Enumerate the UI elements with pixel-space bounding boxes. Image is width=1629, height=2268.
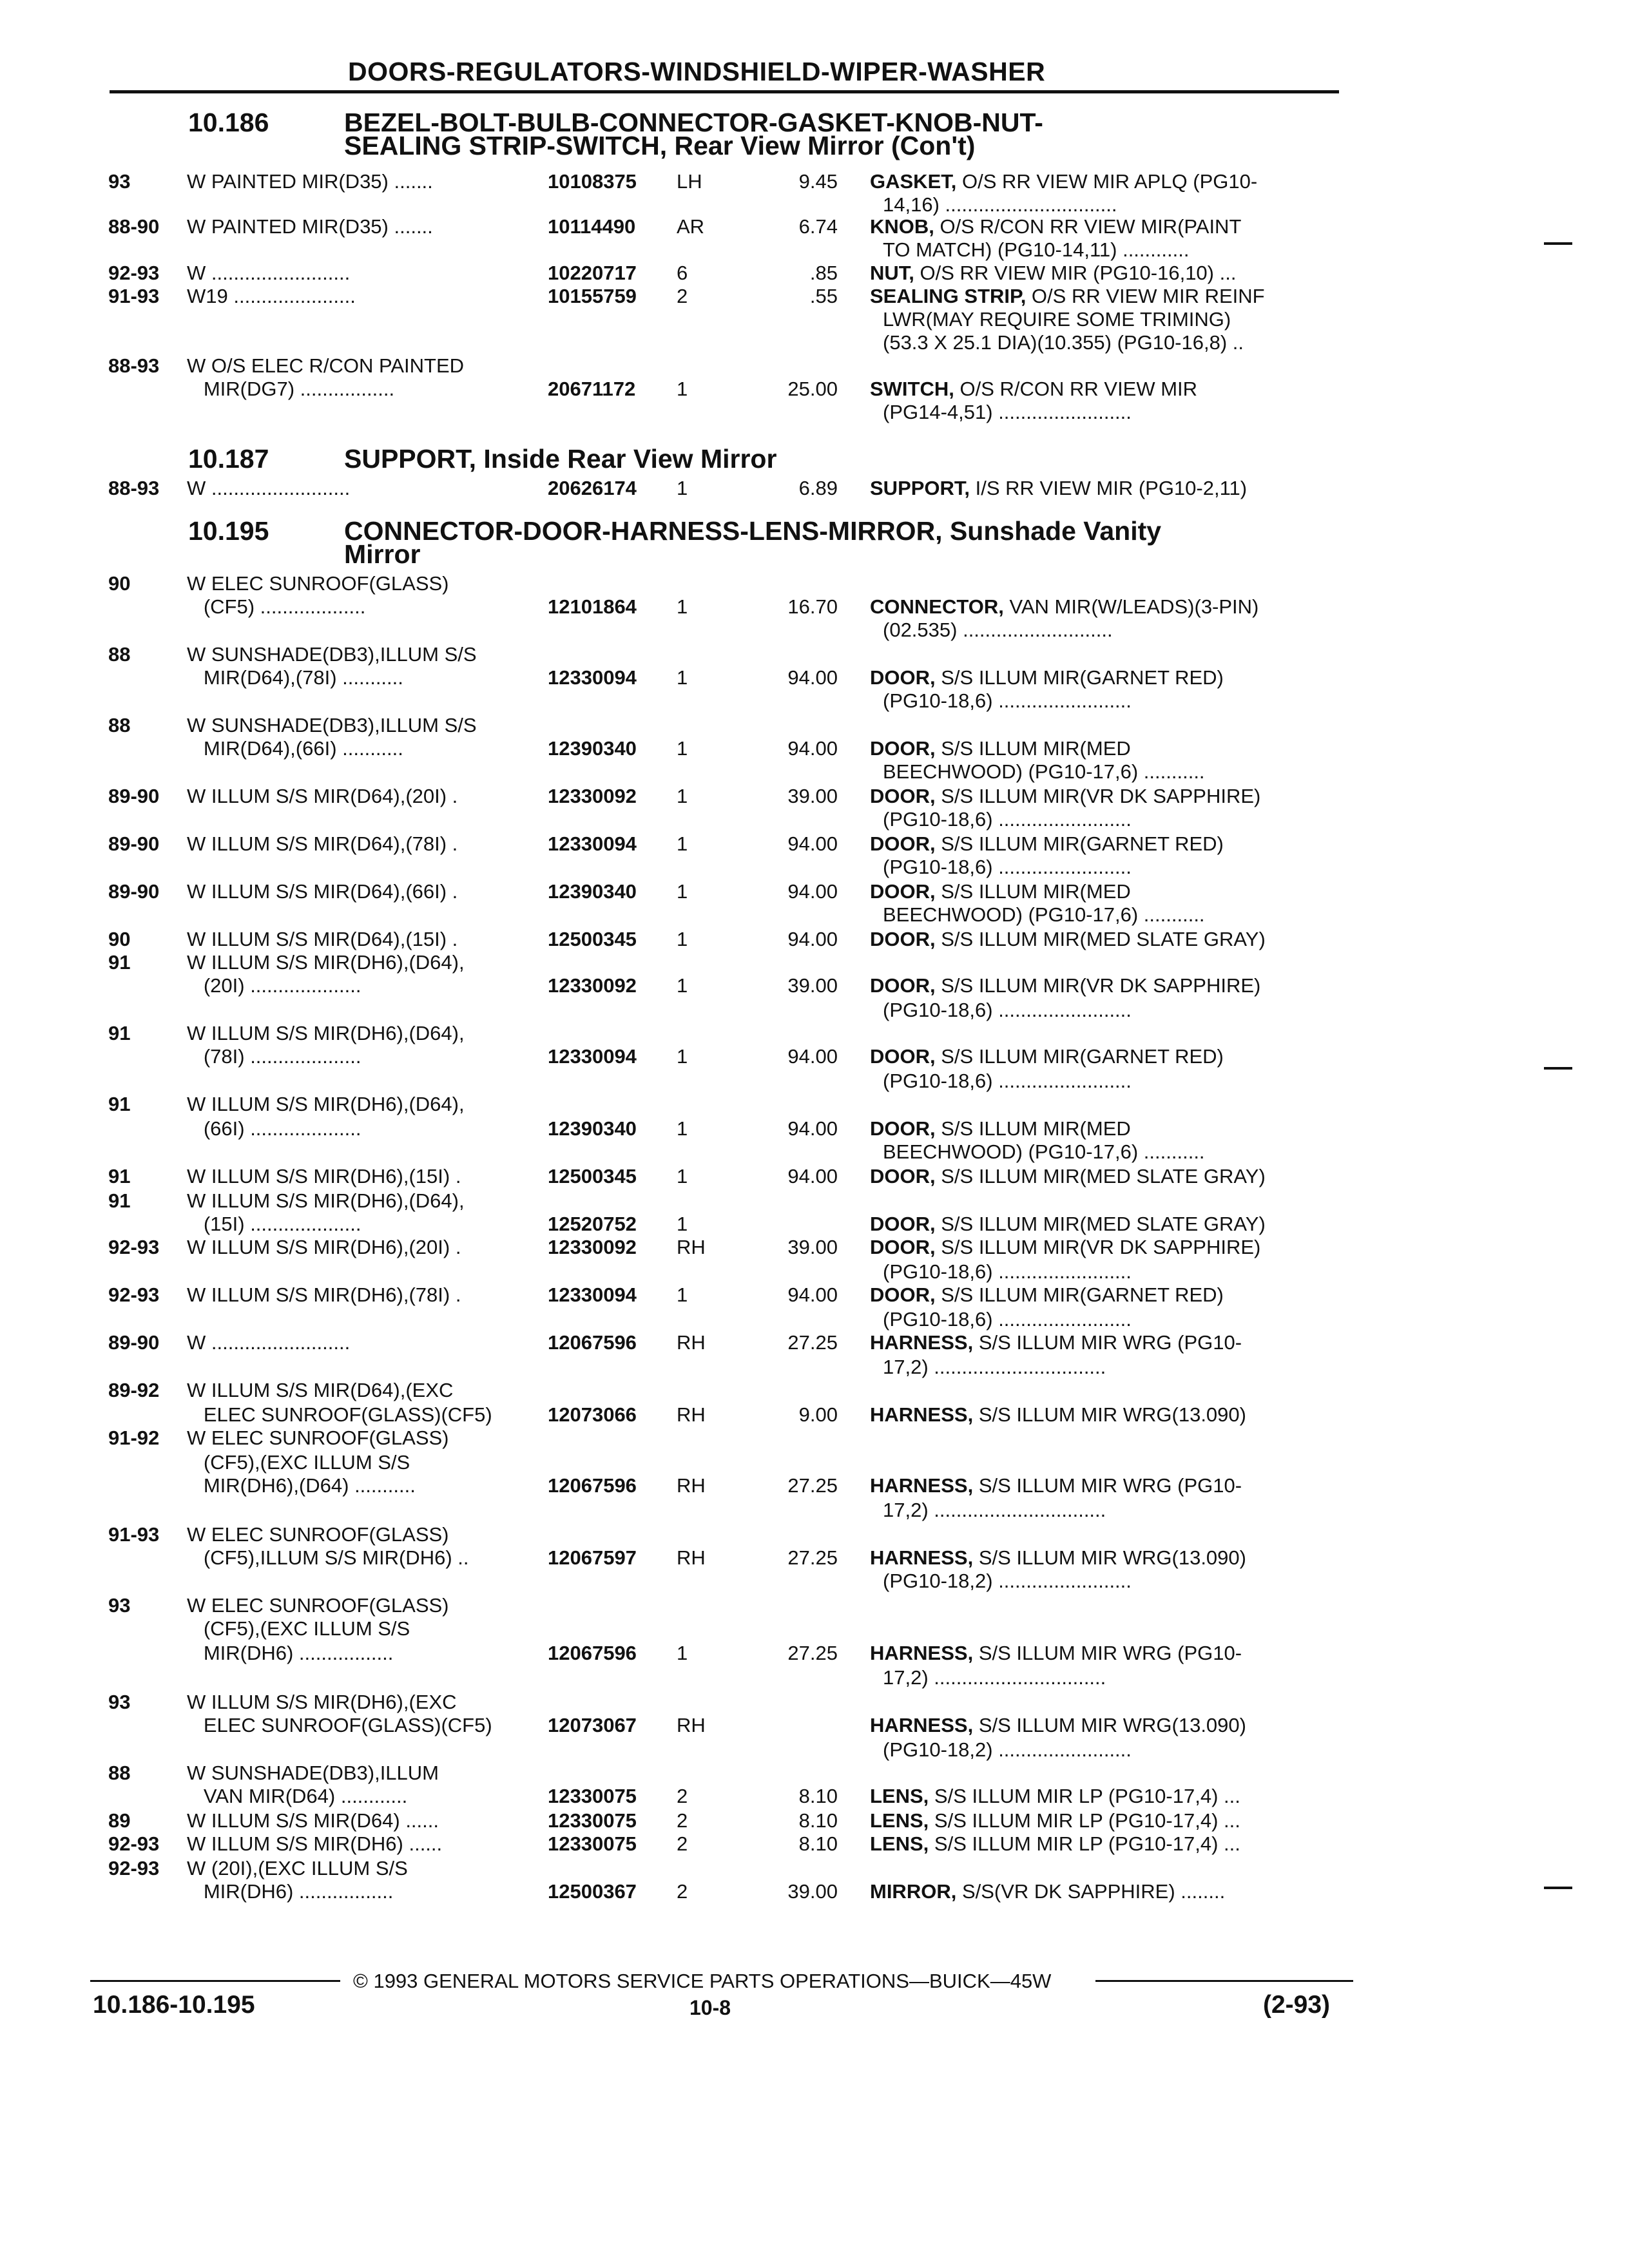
part-name-keyword: DOOR, [870,737,936,760]
model-years: 89 [108,1809,131,1832]
usage-description: W (20I),(EXC ILLUM S/S [187,1857,408,1879]
part-number: 12067596 [548,1474,637,1497]
model-years: 89-90 [108,1331,160,1354]
usage-description: W ILLUM S/S MIR(DH6),(20I) . [187,1236,461,1258]
usage-description: MIR(D64),(66I) ........... [187,737,403,760]
model-years: 93 [108,1691,131,1713]
quantity: RH [677,1236,706,1258]
part-name-keyword: DOOR, [870,1236,936,1258]
quantity: RH [677,1714,706,1736]
part-name [870,1236,1260,1259]
margin-mark [1544,1887,1572,1889]
part-name [870,170,1257,193]
part-number: 12067596 [548,1642,637,1664]
part-name-keyword: SWITCH, [870,378,954,400]
part-name-keyword: HARNESS, [870,1714,974,1736]
model-years: 92-93 [108,262,160,284]
model-years: 91 [108,1022,131,1044]
part-name-detail: S/S ILLUM MIR(VR DK SAPPHIRE) [935,785,1261,807]
section-number: 10.187 [188,444,269,474]
model-years: 91 [108,1165,131,1187]
part-name-keyword: LENS, [870,1832,929,1855]
part-name-keyword: NUT, [870,262,914,284]
part-number: 12330094 [548,666,637,689]
part-name-detail: VAN MIR(W/LEADS)(3-PIN) [1003,595,1259,618]
page-title: DOORS-REGULATORS-WINDSHIELD-WIPER-WASHER [348,57,1046,86]
part-name-detail: S/S ILLUM MIR(GARNET RED) [935,1045,1224,1068]
part-name [870,1331,1242,1354]
usage-description: W ......................... [187,262,351,284]
part-name-continuation: BEECHWOOD) (PG10-17,6) ........... [883,760,1205,783]
usage-description: W PAINTED MIR(D35) ....... [187,170,433,193]
quantity: 1 [677,880,688,903]
model-years: 88 [108,1762,131,1784]
part-name-continuation: (PG10-18,2) ........................ [883,1738,1132,1761]
model-years: 90 [108,928,131,950]
part-name-detail: S/S ILLUM MIR LP (PG10-17,4) ... [929,1832,1240,1855]
part-name-detail: S/S ILLUM MIR(MED [935,1117,1131,1140]
price: 27.25 [787,1474,838,1497]
quantity: 6 [677,262,688,284]
part-name-keyword: DOOR, [870,666,936,689]
part-number: 12330094 [548,832,637,855]
usage-description: W SUNSHADE(DB3),ILLUM S/S [187,643,477,666]
part-name [870,1117,1131,1140]
part-name-detail: S/S ILLUM MIR(GARNET RED) [935,666,1224,689]
price: 39.00 [787,974,838,997]
part-name [870,1283,1224,1307]
usage-description: W ILLUM S/S MIR(D64),(15I) . [187,928,458,950]
part-name-detail: O/S R/CON RR VIEW MIR [954,378,1198,400]
model-years: 89-90 [108,880,160,903]
part-name-continuation: (PG10-18,6) ........................ [883,689,1132,712]
part-name-keyword: DOOR, [870,928,936,950]
section-title [344,516,1324,569]
usage-description: MIR(DH6) ................. [187,1880,394,1903]
usage-description: (CF5),(EXC ILLUM S/S [187,1451,410,1474]
part-name [870,785,1260,808]
part-name [870,1546,1246,1570]
part-name-continuation: BEECHWOOD) (PG10-17,6) ........... [883,903,1205,926]
part-name [870,928,1266,951]
quantity: 2 [677,285,688,307]
part-name-detail: I/S RR VIEW MIR (PG10-2,11) [970,477,1248,499]
date-code: (2-93) [1263,1991,1331,2019]
part-name-detail: O/S RR VIEW MIR REINF [1026,285,1265,307]
section-title [344,444,1324,474]
quantity: 1 [677,595,688,618]
footer-rule [90,1980,340,1982]
quantity: 1 [677,666,688,689]
quantity: LH [677,170,702,193]
part-number: 10220717 [548,262,637,284]
usage-description: (CF5),ILLUM S/S MIR(DH6) .. [187,1546,469,1569]
part-number: 10155759 [548,285,637,307]
part-name-keyword: HARNESS, [870,1403,974,1426]
part-number: 12390340 [548,880,637,903]
usage-description: W ELEC SUNROOF(GLASS) [187,1427,449,1449]
quantity: 1 [677,378,688,400]
copyright-notice: © 1993 GENERAL MOTORS SERVICE PARTS OPERATIONS—BUICK—45W [353,1970,1052,1992]
usage-description: (CF5) ................... [187,595,366,618]
section-title-line: Mirror [344,539,421,569]
part-name [870,1785,1240,1808]
usage-description: W ELEC SUNROOF(GLASS) [187,1594,449,1617]
price: 27.25 [787,1546,838,1569]
part-number: 12390340 [548,737,637,760]
margin-mark [1544,242,1572,245]
usage-description: W ILLUM S/S MIR(D64) ...... [187,1809,439,1832]
model-years: 92-93 [108,1857,160,1879]
part-name-detail: S/S ILLUM MIR(MED [935,880,1131,903]
part-name-keyword: HARNESS, [870,1546,974,1569]
quantity: 2 [677,1785,688,1807]
part-name-detail: S/S ILLUM MIR(MED SLATE GRAY) [935,928,1266,950]
part-name-detail: S/S ILLUM MIR WRG(13.090) [973,1714,1246,1736]
usage-description: W SUNSHADE(DB3),ILLUM S/S [187,714,477,736]
part-number: 12330092 [548,974,637,997]
part-name [870,477,1247,500]
quantity: 1 [677,1165,688,1187]
part-name [870,595,1258,619]
usage-description: W O/S ELEC R/CON PAINTED [187,354,465,377]
part-name [870,666,1224,689]
price: 8.10 [798,1785,838,1807]
part-name-continuation: (PG10-18,6) ........................ [883,1070,1132,1092]
usage-description: W ILLUM S/S MIR(DH6),(EXC [187,1691,457,1713]
usage-description: (20I) .................... [187,974,361,997]
usage-description: (15I) .................... [187,1213,361,1235]
part-name [870,1045,1224,1068]
part-name-keyword: DOOR, [870,832,936,855]
part-name [870,832,1224,856]
model-years: 88-90 [108,215,160,238]
part-number: 12390340 [548,1117,637,1140]
section-number: 10.195 [188,516,269,546]
quantity: 1 [677,928,688,950]
part-name-detail: S/S ILLUM MIR(VR DK SAPPHIRE) [935,1236,1261,1258]
quantity: 1 [677,1117,688,1140]
usage-description: W ILLUM S/S MIR(DH6),(D64), [187,1022,465,1044]
part-name [870,974,1260,997]
part-name-detail: S/S ILLUM MIR LP (PG10-17,4) ... [929,1785,1240,1807]
part-number: 20671172 [548,378,636,400]
quantity: RH [677,1403,706,1426]
model-years: 90 [108,572,131,595]
quantity: 1 [677,832,688,855]
usage-description: W ILLUM S/S MIR(DH6) ...... [187,1832,443,1855]
part-name-keyword: LENS, [870,1785,929,1807]
usage-description: W ILLUM S/S MIR(DH6),(D64), [187,951,465,974]
part-name [870,1809,1240,1832]
part-name-detail: S/S ILLUM MIR WRG (PG10- [973,1331,1242,1354]
price: 94.00 [787,928,838,950]
usage-description: ELEC SUNROOF(GLASS)(CF5) [187,1403,492,1426]
part-name [870,378,1197,401]
usage-description: W SUNSHADE(DB3),ILLUM [187,1762,439,1784]
usage-description: W ......................... [187,1331,351,1354]
part-name-continuation: (PG10-18,6) ........................ [883,808,1132,831]
section-range: 10.186-10.195 [93,1991,255,2019]
part-name-detail: S/S ILLUM MIR(MED SLATE GRAY) [935,1165,1266,1187]
part-number: 12330094 [548,1045,637,1068]
part-number: 10108375 [548,170,637,193]
part-name [870,1832,1240,1856]
part-number: 12330075 [548,1809,637,1832]
part-name-keyword: DOOR, [870,1283,936,1306]
part-name-keyword: HARNESS, [870,1642,974,1664]
part-name [870,1474,1242,1497]
model-years: 89-90 [108,832,160,855]
usage-description: (66I) .................... [187,1117,361,1140]
price: 8.10 [798,1809,838,1832]
part-name-detail: S/S ILLUM MIR(MED [935,737,1131,760]
part-number: 12073067 [548,1714,637,1736]
model-years: 92-93 [108,1236,160,1258]
quantity: 1 [677,1642,688,1664]
price: .85 [809,262,838,284]
part-name-detail: O/S R/CON RR VIEW MIR(PAINT [934,215,1242,238]
part-name-detail: O/S RR VIEW MIR APLQ (PG10- [956,170,1258,193]
usage-description: W ELEC SUNROOF(GLASS) [187,572,449,595]
usage-description: W ILLUM S/S MIR(DH6),(D64), [187,1189,465,1212]
price: 27.25 [787,1331,838,1354]
model-years: 88 [108,714,131,736]
part-name [870,1165,1266,1188]
part-name-keyword: DOOR, [870,1045,936,1068]
part-name [870,1880,1225,1903]
usage-description: W ILLUM S/S MIR(D64),(78I) . [187,832,458,855]
part-name-detail: S/S ILLUM MIR WRG(13.090) [973,1403,1246,1426]
part-name-continuation: (PG10-18,6) ........................ [883,999,1132,1021]
part-name [870,1642,1242,1665]
part-name [870,285,1265,308]
quantity: RH [677,1474,706,1497]
part-name-keyword: DOOR, [870,1165,936,1187]
usage-description: W PAINTED MIR(D35) ....... [187,215,433,238]
part-name-detail: S/S ILLUM MIR WRG(13.090) [973,1546,1246,1569]
quantity: 1 [677,974,688,997]
part-name-continuation: (PG10-18,6) ........................ [883,1308,1132,1331]
part-name-keyword: HARNESS, [870,1474,974,1497]
part-name-continuation: (53.3 X 25.1 DIA)(10.355) (PG10-16,8) .. [883,331,1244,354]
part-number: 12067596 [548,1331,637,1354]
part-name-keyword: DOOR, [870,1213,936,1235]
model-years: 91 [108,1189,131,1212]
usage-description: VAN MIR(D64) ............ [187,1785,408,1807]
part-number: 12500345 [548,928,637,950]
part-number: 12330094 [548,1283,637,1306]
usage-description: W19 ...................... [187,285,356,307]
price: 27.25 [787,1642,838,1664]
model-years: 93 [108,170,131,193]
section-number: 10.186 [188,108,269,137]
usage-description: (CF5),(EXC ILLUM S/S [187,1617,410,1640]
usage-description: W ......................... [187,477,351,499]
model-years: 91-92 [108,1427,160,1449]
usage-description: (78I) .................... [187,1045,361,1068]
model-years: 88-93 [108,477,160,499]
part-name-keyword: MIRROR, [870,1880,957,1903]
part-number: 12073066 [548,1403,637,1426]
model-years: 89-92 [108,1379,160,1401]
price: 94.00 [787,737,838,760]
price: 94.00 [787,1283,838,1306]
part-name-keyword: DOOR, [870,785,936,807]
quantity: 1 [677,737,688,760]
quantity: 1 [677,1213,688,1235]
quantity: 1 [677,1283,688,1306]
price: 94.00 [787,1117,838,1140]
usage-description: MIR(D64),(78I) ........... [187,666,403,689]
price: 94.00 [787,880,838,903]
part-name-continuation: (PG14-4,51) ........................ [883,401,1132,423]
section-title [344,108,1324,160]
price: 6.74 [798,215,838,238]
part-name-keyword: HARNESS, [870,1331,974,1354]
part-name-keyword: DOOR, [870,1117,936,1140]
quantity: 2 [677,1832,688,1855]
part-name-keyword: DOOR, [870,880,936,903]
part-number: 12101864 [548,595,637,618]
part-name-detail: S/S(VR DK SAPPHIRE) ........ [956,1880,1226,1903]
part-name [870,215,1241,238]
part-number: 12500345 [548,1165,637,1187]
part-number: 12520752 [548,1213,637,1235]
usage-description: W ILLUM S/S MIR(D64),(EXC [187,1379,454,1401]
usage-description: W ILLUM S/S MIR(D64),(66I) . [187,880,458,903]
usage-description: W ILLUM S/S MIR(DH6),(78I) . [187,1283,461,1306]
price: 25.00 [787,378,838,400]
part-name-detail: S/S ILLUM MIR WRG (PG10- [973,1642,1242,1664]
quantity: 1 [677,477,688,499]
part-name-detail: S/S ILLUM MIR WRG (PG10- [973,1474,1242,1497]
quantity: AR [677,215,705,238]
model-years: 91 [108,951,131,974]
margin-mark [1544,1067,1572,1070]
part-name [870,1403,1246,1427]
section-title-line: SUPPORT, Inside Rear View Mirror [344,444,777,474]
quantity: 2 [677,1880,688,1903]
usage-description: W ILLUM S/S MIR(DH6),(D64), [187,1093,465,1115]
part-name-detail: S/S ILLUM MIR(GARNET RED) [935,1283,1224,1306]
price: 39.00 [787,1236,838,1258]
section-title-line: CONNECTOR-DOOR-HARNESS-LENS-MIRROR, Sunshade Vanity [344,516,1162,546]
part-name-continuation: (PG10-18,6) ........................ [883,856,1132,878]
part-name-detail: S/S ILLUM MIR(GARNET RED) [935,832,1224,855]
quantity: 2 [677,1809,688,1832]
part-name-continuation: BEECHWOOD) (PG10-17,6) ........... [883,1140,1205,1163]
price: 6.89 [798,477,838,499]
usage-description: W ILLUM S/S MIR(D64),(20I) . [187,785,458,807]
part-name-detail: S/S ILLUM MIR LP (PG10-17,4) ... [929,1809,1240,1832]
quantity: RH [677,1331,706,1354]
part-name-detail: S/S ILLUM MIR(VR DK SAPPHIRE) [935,974,1261,997]
model-years: 92-93 [108,1832,160,1855]
quantity: 1 [677,1045,688,1068]
part-name-keyword: CONNECTOR, [870,595,1004,618]
part-name-keyword: DOOR, [870,974,936,997]
usage-description: ELEC SUNROOF(GLASS)(CF5) [187,1714,492,1736]
part-number: 12330092 [548,785,637,807]
price: 16.70 [787,595,838,618]
part-name-continuation: 17,2) ............................... [883,1499,1106,1521]
part-number: 20626174 [548,477,637,499]
part-number: 12330075 [548,1832,637,1855]
section-title-line: SEALING STRIP-SWITCH, Rear View Mirror (Con't) [344,131,976,160]
part-name-continuation: (PG10-18,6) ........................ [883,1260,1132,1283]
part-name-continuation: (PG10-18,2) ........................ [883,1570,1132,1592]
usage-description: MIR(DG7) ................. [187,378,395,400]
section-title-line: BEZEL-BOLT-BULB-CONNECTOR-GASKET-KNOB-NUT- [344,108,1043,137]
part-name-continuation: (02.535) ........................... [883,619,1113,641]
price: 94.00 [787,666,838,689]
price: 94.00 [787,832,838,855]
price: 9.00 [798,1403,838,1426]
header-rule [110,90,1339,93]
part-name-continuation: 17,2) ............................... [883,1356,1106,1378]
part-name [870,262,1236,285]
part-name-continuation: LWR(MAY REQUIRE SOME TRIMING) [883,308,1231,331]
part-number: 12330075 [548,1785,637,1807]
part-number: 12067597 [548,1546,637,1569]
part-name-continuation: 14,16) ............................... [883,193,1117,216]
part-name-continuation: TO MATCH) (PG10-14,11) ............ [883,238,1190,261]
price: 39.00 [787,1880,838,1903]
footer-rule [1095,1980,1353,1982]
quantity: RH [677,1546,706,1569]
part-name-keyword: SUPPORT, [870,477,970,499]
usage-description: W ELEC SUNROOF(GLASS) [187,1523,449,1546]
part-name [870,1213,1266,1236]
part-name-keyword: KNOB, [870,215,934,238]
usage-description: W ILLUM S/S MIR(DH6),(15I) . [187,1165,461,1187]
price: 94.00 [787,1165,838,1187]
price: .55 [809,285,838,307]
part-name-keyword: GASKET, [870,170,957,193]
quantity: 1 [677,785,688,807]
page-number: 10-8 [689,1996,731,2019]
model-years: 93 [108,1594,131,1617]
part-name [870,1714,1246,1737]
part-name-continuation: 17,2) ............................... [883,1666,1106,1689]
part-name-detail: O/S RR VIEW MIR (PG10-16,10) ... [914,262,1237,284]
part-name-keyword: SEALING STRIP, [870,285,1027,307]
model-years: 91-93 [108,285,160,307]
model-years: 91 [108,1093,131,1115]
model-years: 89-90 [108,785,160,807]
part-number: 12330092 [548,1236,637,1258]
model-years: 91-93 [108,1523,160,1546]
model-years: 88 [108,643,131,666]
price: 94.00 [787,1045,838,1068]
price: 39.00 [787,785,838,807]
price: 8.10 [798,1832,838,1855]
usage-description: MIR(DH6),(D64) ........... [187,1474,416,1497]
model-years: 88-93 [108,354,160,377]
part-number: 12500367 [548,1880,637,1903]
model-years: 92-93 [108,1283,160,1306]
part-name-detail: S/S ILLUM MIR(MED SLATE GRAY) [935,1213,1266,1235]
price: 9.45 [798,170,838,193]
part-name [870,880,1131,903]
part-name [870,737,1131,760]
part-number: 10114490 [548,215,636,238]
usage-description: MIR(DH6) ................. [187,1642,394,1664]
part-name-keyword: LENS, [870,1809,929,1832]
